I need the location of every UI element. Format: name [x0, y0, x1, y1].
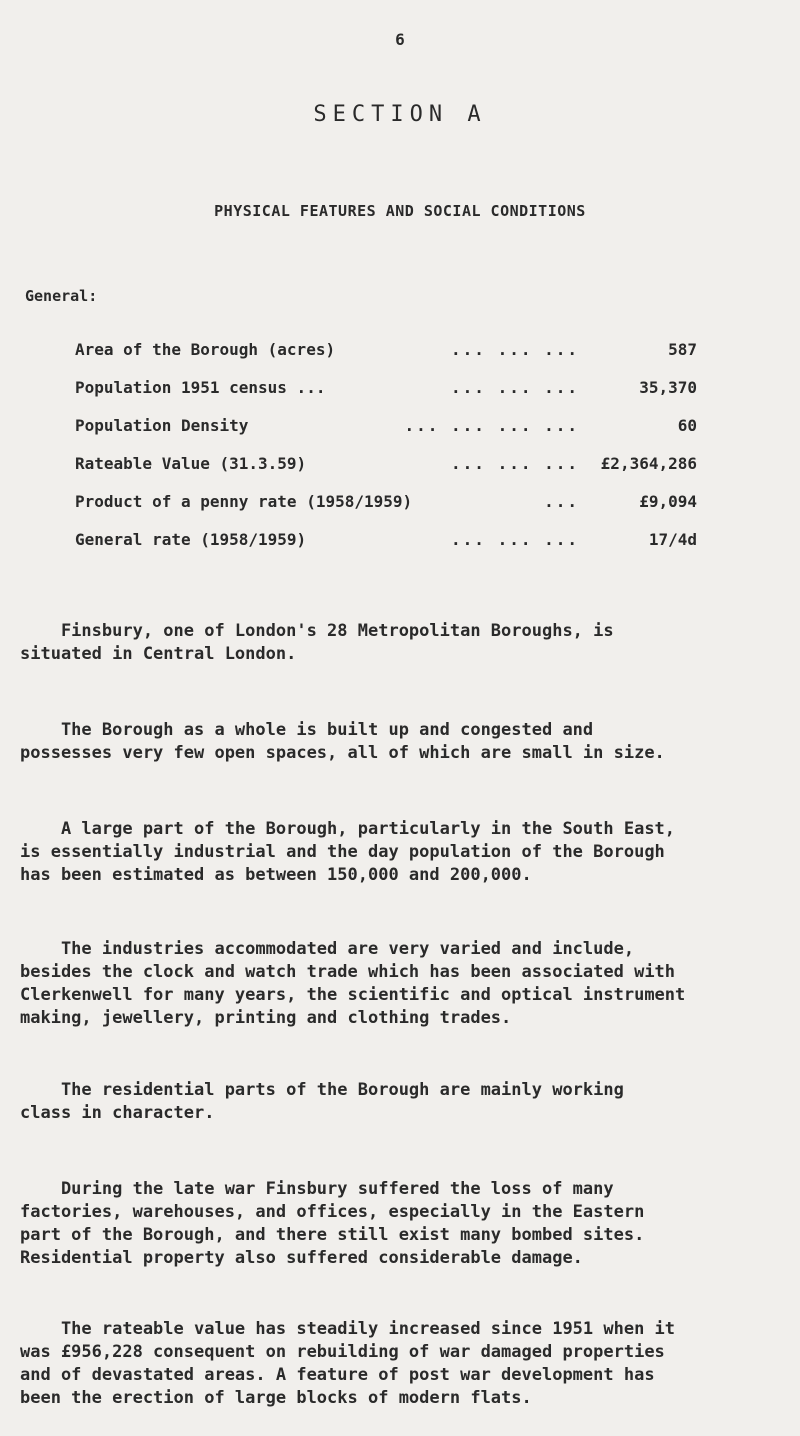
paragraph-line: The residential parts of the Borough are mainly working	[20, 1080, 624, 1100]
paragraph-location	[20, 620, 720, 666]
stat-label: Rateable Value (31.3.59)	[75, 454, 307, 473]
paragraph-line: situated in Central London.	[20, 644, 297, 664]
stat-row-rateable-value	[75, 454, 697, 492]
stat-label: Population 1951 census ...	[75, 378, 326, 397]
stat-leader-dots: ...	[544, 492, 579, 511]
paragraph-residential	[20, 1079, 720, 1125]
stat-leader-dots: ... ... ... ...	[404, 416, 579, 435]
section-title: SECTION A	[313, 102, 487, 127]
paragraph-line: The Borough as a whole is built up and congested and	[20, 720, 594, 740]
stat-leader-dots: ... ... ...	[451, 530, 579, 549]
paragraph-line: making, jewellery, printing and clothing trades.	[20, 1008, 512, 1028]
paragraph-line: Clerkenwell for many years, the scientific and optical instrument	[20, 985, 686, 1005]
paragraph-line: A large part of the Borough, particularly in the South East,	[20, 819, 676, 839]
general-heading: General:	[25, 287, 98, 305]
stat-value: 60	[677, 416, 697, 435]
paragraph-rateable-value	[20, 1318, 720, 1410]
stat-label: Product of a penny rate (1958/1959)	[75, 492, 413, 511]
stat-leader-dots: ... ... ...	[451, 340, 579, 359]
statistics-table	[75, 340, 697, 568]
stat-label: General rate (1958/1959)	[75, 530, 307, 549]
paragraph-line: been the erection of large blocks of modern flats.	[20, 1388, 532, 1408]
stat-leader-dots: ... ... ...	[451, 454, 579, 473]
paragraph-industrial	[20, 818, 720, 887]
paragraph-line: and of devastated areas. A feature of post war development has	[20, 1365, 655, 1385]
stat-value: £2,364,286	[600, 454, 697, 473]
paragraph-line: besides the clock and watch trade which has been associated with	[20, 962, 676, 982]
page-number: 6	[395, 30, 405, 49]
paragraph-line: class in character.	[20, 1103, 215, 1123]
stat-value: £9,094	[639, 492, 697, 511]
stat-row-penny-rate	[75, 492, 697, 530]
paragraph-line: possesses very few open spaces, all of which are small in size.	[20, 743, 665, 763]
stat-value: 35,370	[639, 378, 697, 397]
paragraph-line: factories, warehouses, and offices, especially in the Eastern	[20, 1202, 645, 1222]
stat-row-density	[75, 416, 697, 454]
stat-value: 17/4d	[648, 530, 697, 549]
paragraph-line: During the late war Finsbury suffered the loss of many	[20, 1179, 614, 1199]
paragraph-line: The industries accommodated are very varied and include,	[20, 939, 635, 959]
stat-value: 587	[668, 340, 697, 359]
stat-leader-dots: ... ... ...	[451, 378, 579, 397]
stat-row-population	[75, 378, 697, 416]
paragraph-line: is essentially industrial and the day population of the Borough	[20, 842, 665, 862]
subtitle: PHYSICAL FEATURES AND SOCIAL CONDITIONS	[214, 202, 586, 220]
stat-row-general-rate	[75, 530, 697, 568]
paragraph-line: part of the Borough, and there still exist many bombed sites.	[20, 1225, 645, 1245]
paragraph-line: The rateable value has steadily increased since 1951 when it	[20, 1319, 676, 1339]
paragraph-war-damage	[20, 1178, 720, 1270]
paragraph-industries	[20, 938, 720, 1030]
paragraph-congestion	[20, 719, 720, 765]
stat-label: Population Density	[75, 416, 249, 435]
paragraph-line: has been estimated as between 150,000 and 200,000.	[20, 865, 532, 885]
stat-row-area	[75, 340, 697, 378]
paragraph-line: Residential property also suffered considerable damage.	[20, 1248, 583, 1268]
paragraph-line: Finsbury, one of London's 28 Metropolitan Boroughs, is	[20, 621, 614, 641]
paragraph-line: was £956,228 consequent on rebuilding of war damaged properties	[20, 1342, 665, 1362]
stat-label: Area of the Borough (acres)	[75, 340, 336, 359]
